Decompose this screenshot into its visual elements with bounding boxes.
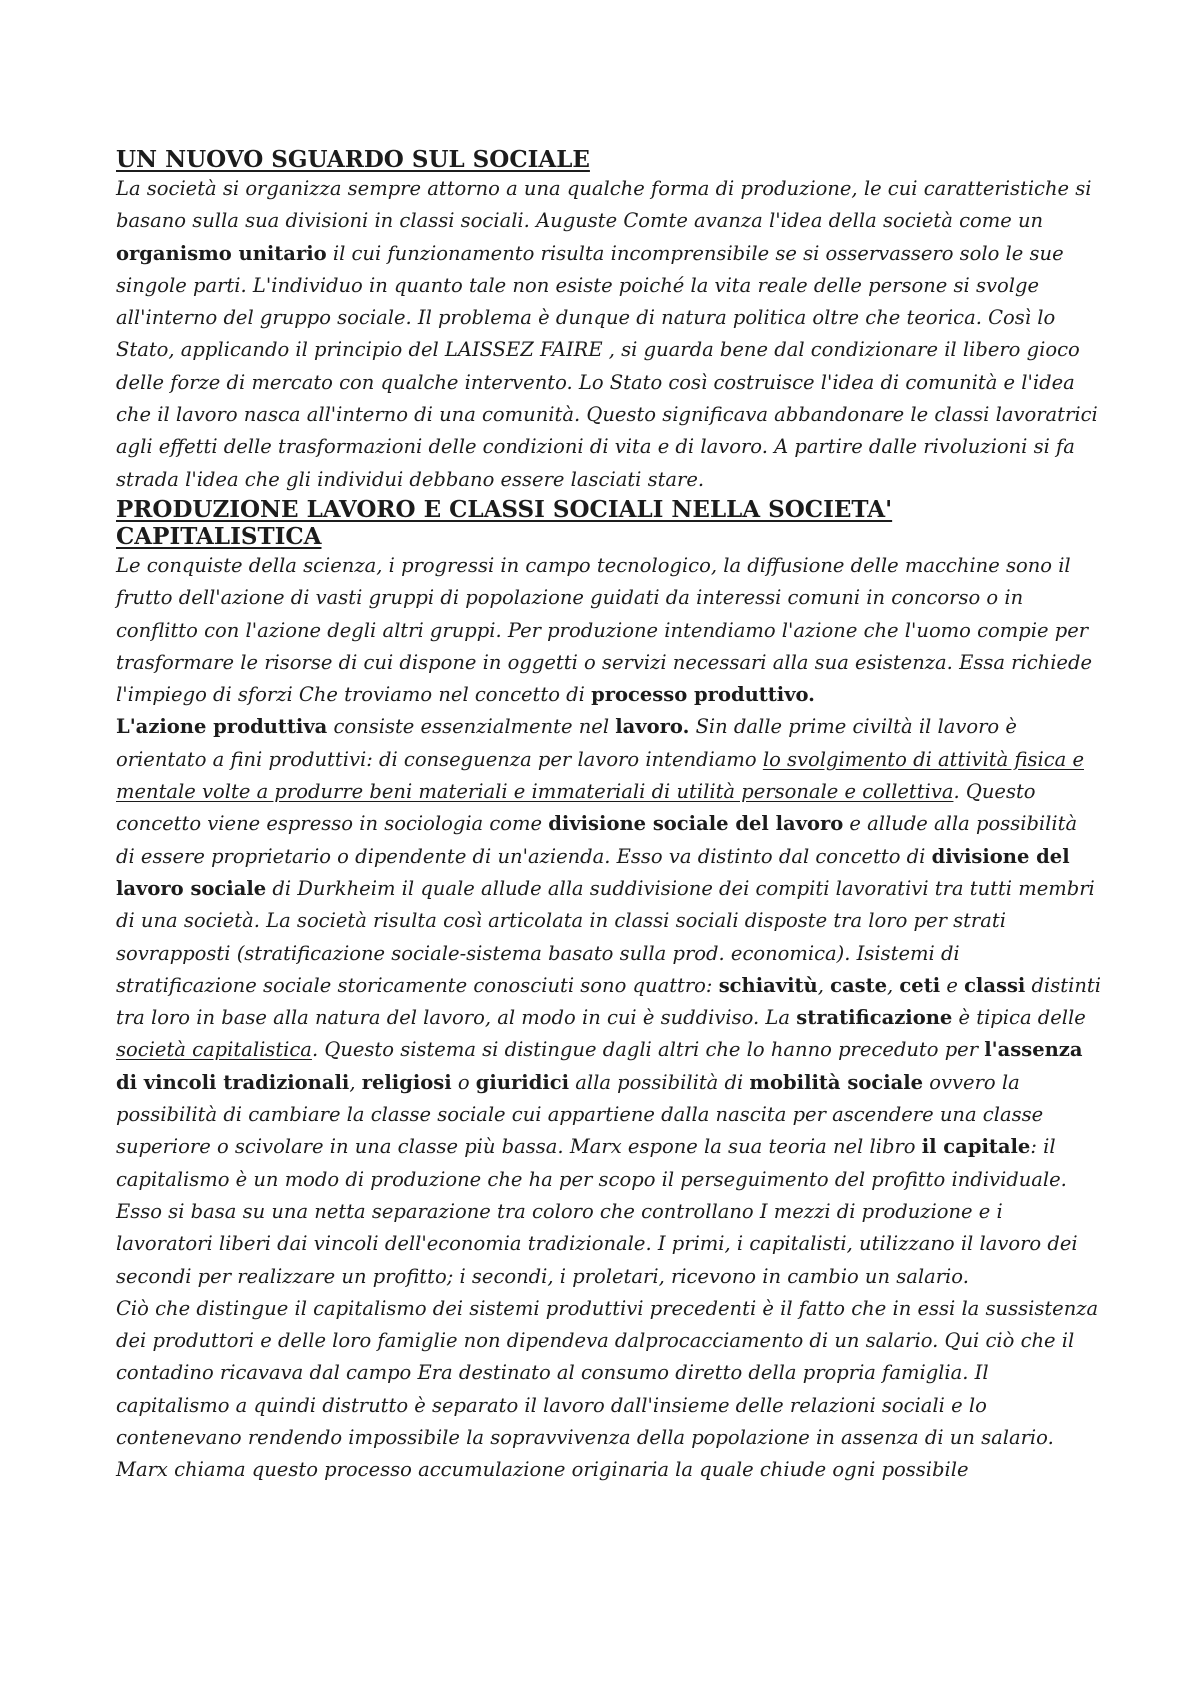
text-run: o <box>451 1070 476 1094</box>
text-run: ovvero la possibilità di cambiare la classe sociale cui appartiene dalla nascita per ascendere una classe superiore o scivolare in una classe più bassa. Marx espone la sua teoria nel libro <box>116 1070 1044 1159</box>
text-run: di Durkheim il quale allude alla suddivisione dei compiti lavorativi tra tutti membri di una società. La società risulta così articolata in classi sociali disposte tra loro per strati sovrapposti (stratificazione sociale-sistema basato sulla prod. economica). Isistemi di stratificazione sociale storicamente conosciuti sono quattro: <box>116 876 1095 997</box>
text-run: Le conquiste della scienza, i progressi in campo tecnologico, la diffusione delle macchine sono il frutto dell'azione di vasti gruppi di popolazione guidati da interessi comuni in concorso o in conflitto con l'azione degli altri gruppi. Per produzione intendiamo l'azione che l'uomo compie per trasformare le risorse di cui dispone in oggetti o servizi necessari alla sua esistenza. Essa richiede l'impiego di sforzi Che troviamo nel concetto di <box>116 553 1092 707</box>
bold-term: organismo unitario <box>116 241 327 265</box>
text-run: . Questo concetto viene espresso in sociologia come <box>116 780 1036 836</box>
text-run: e <box>940 973 965 997</box>
bold-term: schiavitù <box>718 973 818 997</box>
bold-term: religiosi <box>361 1070 452 1094</box>
bold-term: mobilità sociale <box>749 1070 924 1094</box>
text-run: , <box>349 1070 362 1094</box>
bold-term: il capitale <box>921 1135 1031 1159</box>
section-heading-nuovo-sguardo: UN NUOVO SGUARDO SUL SOCIALE <box>116 146 590 173</box>
underlined-phrase: lo svolgimento di attività fisica e mentale volte a produrre beni materiali e immateriali di utilità personale e collettiva <box>116 747 1084 804</box>
bold-term: l'assenza di vincoli tradizionali <box>116 1038 1083 1094</box>
bold-term: processo produttivo. <box>591 683 815 707</box>
text-run: : il capitalismo è un modo di produzione che ha per scopo il perseguimento del profitto individuale. Esso si basa su una netta separazione tra coloro che controllano I mezzi di produzione e i lavoratori liberi dai vincoli dell'economia tradizionale. I primi, i capitalisti, utilizzano il lavoro dei secondi per realizzare un profitto; i secondi, i proletari, ricevono in cambio un salario. <box>116 1135 1078 1288</box>
body-paragraph <box>116 173 1101 496</box>
bold-term: ceti <box>899 973 941 997</box>
text-run: è tipica delle <box>952 1006 1086 1030</box>
bold-term: L'azione produttiva <box>116 715 328 739</box>
text-run: alla possibilità di <box>569 1070 750 1094</box>
text-run: . Questo sistema si distingue dagli altri che lo hanno preceduto per <box>311 1038 985 1062</box>
text-run: Sin dalle prime civiltà il lavoro è orientato a fini produttivi: di conseguenza per lavoro intendiamo <box>116 715 1017 771</box>
text-run: Ciò che distingue il capitalismo dei sistemi produttivi precedenti è il fatto che in essi la sussistenza dei produttori e delle loro famiglie non dipendeva dalprocacciamento di un salario. Qui ciò che il contadino ricavava dal campo Era destinato al consumo diretto della propria famiglia. Il capitalismo a quindi distrutto è separato il lavoro dall'insieme delle relazioni sociali e lo contenevano rendendo impossibile la sopravvivenza della popolazione in assenza di un salario. Marx chiama questo processo accumulazione originaria la quale chiude ogni possibile <box>116 1296 1099 1482</box>
bold-term: divisione del lavoro sociale <box>116 844 1070 900</box>
body-paragraph <box>116 550 1101 711</box>
text-run: La società si organizza sempre attorno a una qualche forma di produzione, le cui caratteristiche si basano sulla sua divisioni in classi sociali. Auguste Comte avanza l'idea della società come un <box>116 177 1092 233</box>
text-run: consiste essenzialmente nel <box>327 715 616 739</box>
text-run: , <box>887 973 900 997</box>
bold-term: classi <box>964 973 1026 997</box>
text-run: e allude alla possibilità di essere proprietario o dipendente di un'azienda. Esso va distinto dal concetto di <box>116 812 1078 868</box>
underlined-phrase: società capitalistica <box>116 1038 312 1062</box>
bold-term: stratificazione <box>796 1006 953 1030</box>
body-paragraph <box>116 711 1101 1292</box>
bold-term: caste <box>830 973 888 997</box>
body-paragraph <box>116 1293 1101 1487</box>
section-heading-produzione-lavoro: PRODUZIONE LAVORO E CLASSI SOCIALI NELLA SOCIETA' CAPITALISTICA <box>116 495 893 550</box>
text-run: , <box>817 973 831 997</box>
bold-term: divisione sociale del lavoro <box>548 812 844 836</box>
bold-term: giuridici <box>475 1070 570 1094</box>
text-run: distinti tra loro in base alla natura del lavoro, al modo in cui è suddiviso. La <box>116 973 1101 1030</box>
text-run: il cui funzionamento risulta incomprensibile se si osservassero solo le sue singole parti. L'individuo in quanto tale non esiste poiché la vita reale delle persone si svolge all'interno del gruppo sociale. Il problema è dunque di natura politica oltre che teorica. Così lo Stato, applicando il principio del LAISSEZ FAIRE , si guarda bene dal condizionare il libero gioco delle forze di mercato con qualche intervento. Lo Stato così costruisce l'idea di comunità e l'idea che il lavoro nasca all'interno di una comunità. Questo significava abbandonare le classi lavoratrici agli effetti delle trasformazioni delle condizioni di vita e di lavoro. A partire dalle rivoluzioni si fa strada l'idea che gli individui debbano essere lasciati stare. <box>116 241 1098 491</box>
bold-term: lavoro. <box>615 715 690 739</box>
document-page <box>116 146 1101 1487</box>
